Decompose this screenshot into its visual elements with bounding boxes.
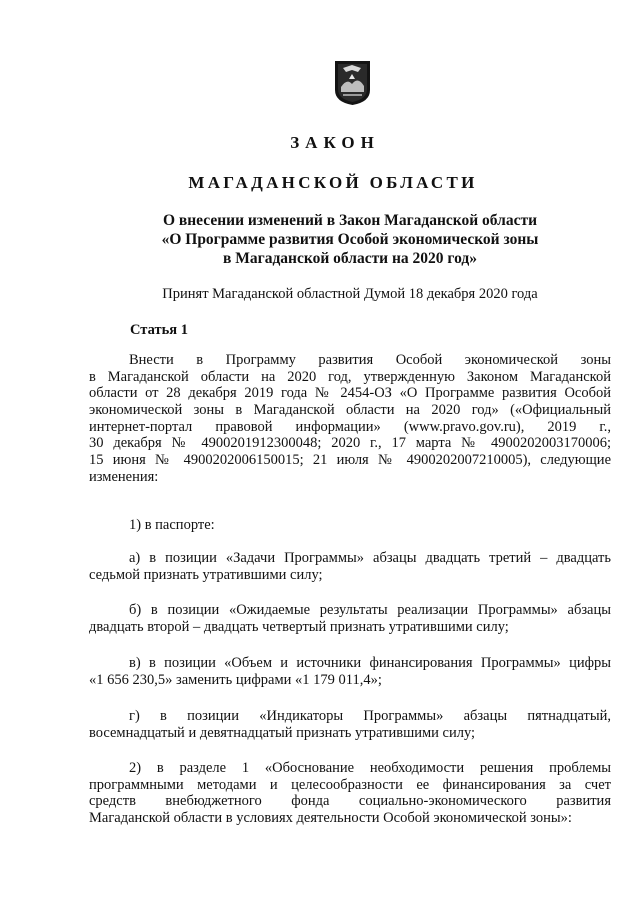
document-title: ЗАКОН bbox=[290, 133, 380, 152]
text-line: области от 28 декабря 2019 года № 2454-ОЗ «О Программе развития Особой bbox=[89, 385, 611, 402]
text-line: программными методами и целесообразности ее финансирования за счет bbox=[89, 776, 611, 793]
text-line: Внести в Программу развития Особой экономической зоны bbox=[129, 352, 611, 368]
paragraph-item-1 bbox=[89, 517, 611, 534]
text-line: 2) в разделе 1 «Обоснование необходимости решения проблемы bbox=[129, 760, 611, 776]
article-heading: Статья 1 bbox=[130, 322, 188, 338]
paragraph-item-v bbox=[89, 655, 611, 688]
adoption-note: Принят Магаданской областной Думой 18 декабря 2020 года bbox=[162, 286, 538, 302]
text-line: средств внебюджетного фонда социально-экономического развития bbox=[89, 793, 611, 810]
text-line: изменения: bbox=[89, 468, 159, 485]
subject-line: О внесении изменений в Закон Магаданской области bbox=[162, 212, 538, 229]
law-subject bbox=[0, 211, 640, 268]
coat-of-arms-emblem bbox=[334, 60, 371, 106]
subject-line: «О Программе развития Особой экономической зоны bbox=[161, 231, 539, 248]
text-line: двадцать второй – двадцать четвертый признать утратившими силу; bbox=[89, 618, 509, 635]
text-line: б) в позиции «Ожидаемые результаты реализации Программы» абзацы bbox=[129, 602, 611, 618]
subject-line: в Магаданской области на 2020 год» bbox=[223, 250, 477, 267]
text-line: в Магаданской области на 2020 год, утвержденную Законом Магаданской bbox=[89, 368, 611, 385]
region-title: МАГАДАНСКОЙ ОБЛАСТИ bbox=[188, 173, 478, 192]
text-line: а) в позиции «Задачи Программы» абзацы двадцать третий – двадцать bbox=[129, 550, 611, 566]
text-line: восемнадцатый и девятнадцатый признать утратившими силу; bbox=[89, 724, 476, 741]
text-line: 1) в паспорте: bbox=[129, 517, 215, 533]
text-line: Магаданской области в условиях деятельности Особой экономической зоны»: bbox=[89, 810, 572, 827]
text-line: седьмой признать утратившими силу; bbox=[89, 566, 323, 583]
text-line: интернет-портал правовой информации» (www.pravo.gov.ru), 2019 г., bbox=[89, 418, 611, 435]
paragraph-item-2 bbox=[89, 760, 611, 827]
paragraph-item-a bbox=[89, 550, 611, 583]
paragraph-intro bbox=[89, 352, 611, 486]
text-line: 15 июня № 4900202006150015; 21 июля № 4900202007210005), следующие bbox=[89, 452, 611, 469]
text-line: 30 декабря № 4900201912300048; 2020 г., 17 марта № 4900202003170006; bbox=[89, 435, 611, 452]
paragraph-item-b bbox=[89, 602, 611, 635]
paragraph-item-g bbox=[89, 708, 611, 741]
text-line: в) в позиции «Объем и источники финансирования Программы» цифры bbox=[129, 655, 611, 671]
text-line: экономической зоны в Магаданской области на 2020 год» («Официальный bbox=[89, 402, 611, 419]
text-line: «1 656 230,5» заменить цифрами «1 179 011,4»; bbox=[89, 671, 382, 688]
text-line: г) в позиции «Индикаторы Программы» абзацы пятнадцатый, bbox=[129, 708, 611, 724]
